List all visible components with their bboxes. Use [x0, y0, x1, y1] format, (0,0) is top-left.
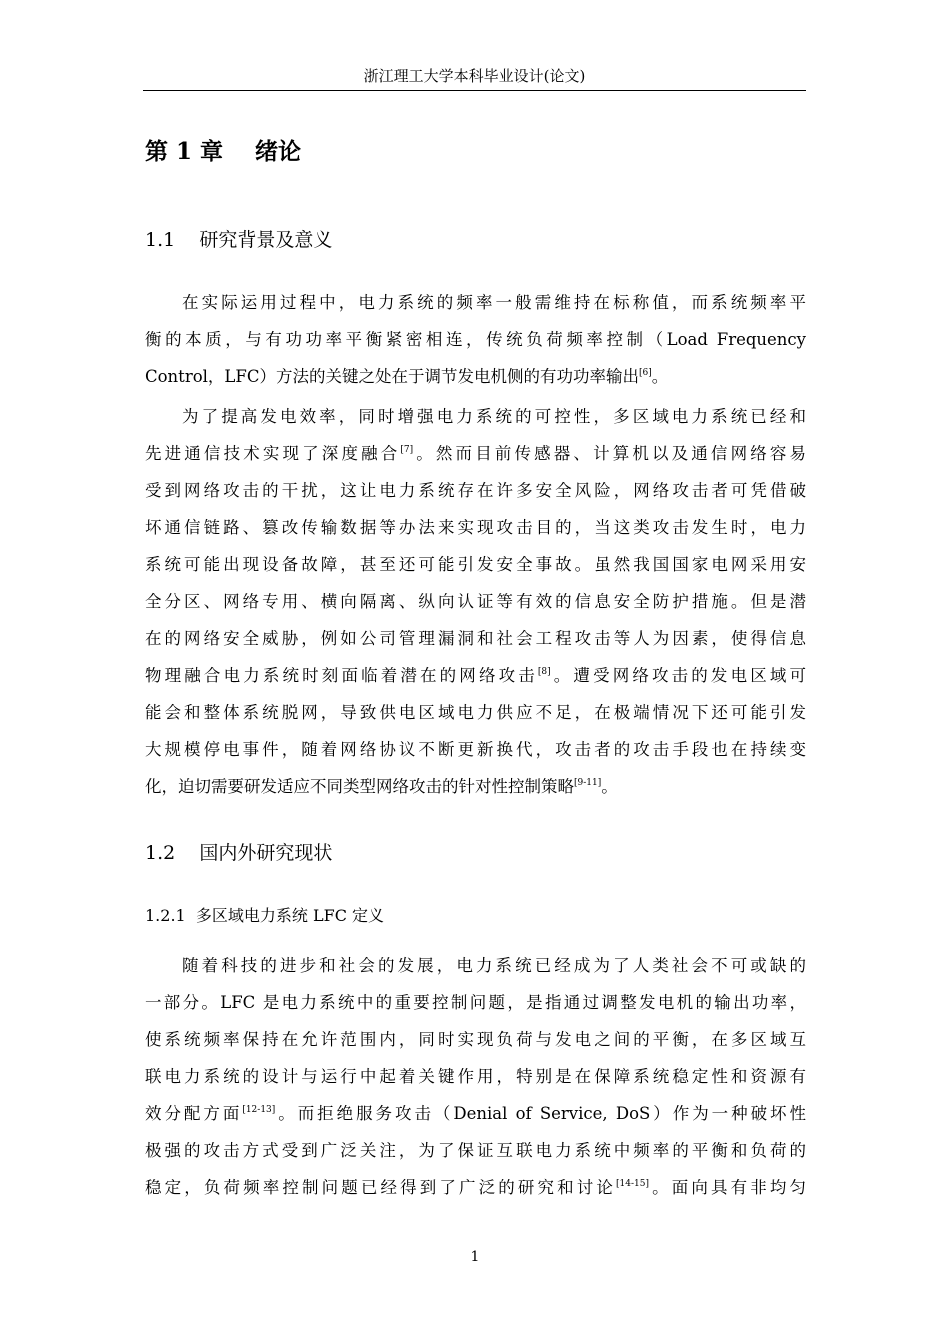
text-run: 物理融合电力系统时刻面临着潜在的网络攻击	[145, 666, 538, 685]
text-line	[145, 435, 806, 472]
text-line: 联电力系统的设计与运行中起着关键作用，特别是在保障系统稳定性和资源有	[145, 1067, 806, 1086]
text-run: 稳定，负荷频率控制问题已经得到了广泛的研究和讨论	[145, 1178, 617, 1197]
paragraph-1-1-b	[145, 398, 806, 805]
citation-ref: [9-11]	[574, 778, 602, 788]
text-line: 系统可能出现设备故障，甚至还可能引发安全事故。虽然我国国家电网采用安	[145, 555, 806, 574]
text-run: 化，迫切需要研发适应不同类型网络攻击的针对性控制策略	[145, 777, 574, 796]
text-line	[145, 358, 806, 395]
text-line: 坏通信链路、篡改传输数据等办法来实现攻击目的，当这类攻击发生时，电力	[145, 518, 806, 537]
section-title-1-2: 1.2 国内外研究现状	[145, 842, 333, 864]
text-line: 为了提高发电效率，同时增强电力系统的可控性，多区域电力系统已经和	[182, 407, 806, 426]
text-line: 大规模停电事件，随着网络协议不断更新换代，攻击者的攻击手段也在持续变	[145, 740, 806, 759]
citation-ref: [6]	[638, 368, 652, 378]
page-number: 1	[470, 1249, 480, 1265]
header-rule	[143, 90, 806, 91]
text-line: 全分区、网络专用、横向隔离、纵向认证等有效的信息安全防护措施。但是潜	[145, 592, 806, 611]
text-line: 在的网络安全威胁，例如公司管理漏洞和社会工程攻击等人为因素，使得信息	[145, 629, 806, 648]
citation-ref: [8]	[537, 667, 551, 677]
text-run: Control，LFC）方法的关键之处在于调节发电机侧的有功功率输出	[145, 367, 639, 386]
text-line: 使系统频率保持在允许范围内，同时实现负荷与发电之间的平衡，在多区域互	[145, 1030, 806, 1049]
text-run: 效分配方面	[145, 1104, 243, 1123]
citation-ref: [12-13]	[242, 1105, 276, 1115]
text-line	[145, 1095, 806, 1132]
subsection-title-1-2-1: 1.2.1 多区域电力系统 LFC 定义	[145, 906, 385, 925]
citation-ref: [7]	[400, 445, 414, 455]
text-line: 在实际运用过程中，电力系统的频率一般需维持在标称值，而系统频率平	[182, 293, 806, 312]
citation-ref: [14-15]	[616, 1179, 649, 1189]
text-line	[145, 1169, 806, 1206]
text-line: 一部分。LFC 是电力系统中的重要控制问题，是指通过调整发电机的输出功率，	[145, 993, 806, 1012]
paragraph-1-2-1-a	[145, 947, 806, 1206]
text-line: 衡的本质，与有功功率平衡紧密相连，传统负荷频率控制（Load Frequency	[145, 330, 806, 349]
paragraph-1-1-a	[145, 284, 806, 395]
text-run: 。面向具有非均匀	[649, 1178, 807, 1197]
text-line: 能会和整体系统脱网，导致供电区域电力供应不足，在极端情况下还可能引发	[145, 703, 806, 722]
text-run: 。遭受网络攻击的发电区域可	[550, 666, 807, 685]
section-title-1-1: 1.1 研究背景及意义	[145, 229, 333, 251]
text-run: 。	[601, 777, 618, 796]
text-run: 。	[651, 367, 669, 386]
running-header: 浙江理工大学本科毕业设计(论文)	[363, 67, 586, 85]
text-run: 先进通信技术实现了深度融合	[145, 444, 401, 463]
text-line: 随着科技的进步和社会的发展，电力系统已经成为了人类社会不可或缺的	[182, 956, 806, 975]
text-line	[145, 768, 806, 805]
text-line	[145, 657, 806, 694]
text-run: 。而拒绝服务攻击（Denial of Service, DoS）作为一种破坏性	[275, 1104, 807, 1123]
text-line: 极强的攻击方式受到广泛关注，为了保证互联电力系统中频率的平衡和负荷的	[145, 1141, 806, 1160]
text-run: 。然而目前传感器、计算机以及通信网络容易	[413, 444, 807, 463]
text-line: 受到网络攻击的干扰，这让电力系统存在许多安全风险，网络攻击者可凭借破	[145, 481, 806, 500]
chapter-title: 第 1 章 绪论	[145, 138, 302, 165]
